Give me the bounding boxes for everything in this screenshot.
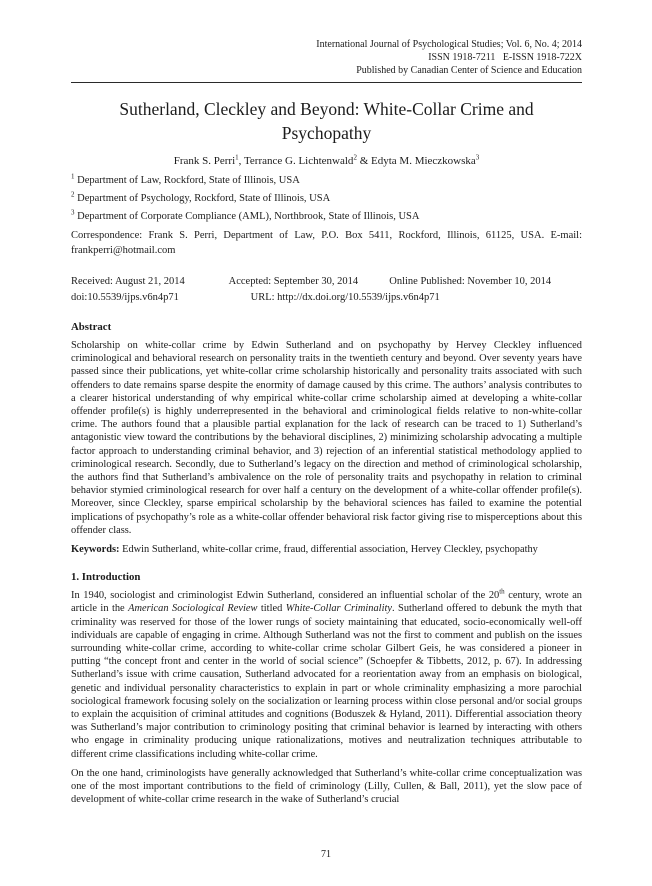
journal-publisher: Published by Canadian Center of Science and Education xyxy=(356,65,582,76)
keywords-text: Edwin Sutherland, white-collar crime, fraud, differential association, Hervey Cleckley, psychopathy xyxy=(122,544,538,556)
author-3-affiliation-mark: 3 xyxy=(475,153,480,162)
introduction-paragraph-2: On the one hand, criminologists have generally acknowledged that Sutherland’s white-collar crime conceptualization was one of the most important contributions to the field of criminology (Lilly, Cullen, & Ball, 2011), yet the slow pace of development of white-collar crime research in the wake of Sutherland’s crucial xyxy=(71,767,582,806)
publication-info xyxy=(71,274,582,306)
introduction-paragraph-1: In 1940, sociologist and criminologist Edwin Sutherland, considered an influential scholar of the 20th century, wrote an article in the American Sociological Review titled White-Collar Criminality. Sutherland offered to debunk the myth that criminality was reserved for those of the lower rungs of society maintaining that educated, socio-economically well-off individuals are capable of engaging in crime. Although Sutherland was not the first to comment and publish on the issues surrounding white-collar crime, according to white-collar crime scholar Gilbert Geis, he was considered a pioneer in putting “the concept front and center in the world of social science” (Schoepfer & Tibbetts, 2012, p. 67). In addressing Sutherland’s issue with crime causation, Sutherland advocated for a reorientation away from an emphasis on biological, genetic and individual personality characteristics to explain in part or whole criminality emphasizing a more parochial sociological framework focusing solely on the socialization or learning process within close personal and/or social groups to explain the acquisition of criminal attitudes and cognitions (Boduszek & Hyland, 2011). Differential association theory was Sutherland’s major contribution to criminology positing that criminal behavior is learned by interacting with others who engage in criminality producing unique rationalizations, motives and neutralization techniques attributable to different crime classifications including white-collar crime. xyxy=(71,587,582,760)
author-2-affiliation-mark: 2 xyxy=(353,153,357,162)
accepted-date: Accepted: September 30, 2014 xyxy=(228,276,359,287)
page-footer xyxy=(0,849,652,860)
page-number: 71 xyxy=(321,849,331,860)
introduction-heading: 1. Introduction xyxy=(71,571,141,584)
affiliation-line-1: $^1$ Department of Law, Rockford, State of Illinois, USA xyxy=(71,172,300,186)
author-2: Terrance G. Lichtenwald xyxy=(243,155,354,167)
article-title-italic: White-Collar Criminality xyxy=(285,603,392,615)
online-published-date: Online Published: November 10, 2014 xyxy=(389,276,552,287)
keywords-line xyxy=(71,543,582,556)
abstract-text: Scholarship on white-collar crime by Edwin Sutherland and on psychopathy by Hervey Cleckley influenced criminological and behavioral research on personality traits in the twentieth century and beyond. Over seventy years have passed since their publications, yet white-collar crime scholarship historically and personality traits associated with such offenders to date remains sparse despite the enormity of damage caused by this crime. The authors’ analysis contributes to a clearer historical understanding of why empirical white-collar crime scholarship aimed at developing a white-collar offender profile(s) is highly underrepresented in the behavioral and criminological fields relative to non-white-collar crime. The authors found that a plausible partial explanation for the lack of research can be traced to 1) Sutherland’s antagonistic view toward the contributions by the behavioral disciplines, 2) minimizing scholarship advocating a multiple factor approach to understanding criminal behavior, and 3) rejection of an inferential statistical methodology applied to criminological research. Secondly, due to Sutherland’s legacy on the direction and method of criminological scholarship, the authors find that Sutherland’s ambivalence on the role of personality traits and psychopathy in relation to criminal behavior stymied criminological research for over half a century on the development of a white-collar offender profile(s). Moreover, since Cleckley, sparse empirical scholarship by the behavioral sciences has failed to examine the potential implications of psychopathy’s role as a white-collar offender behavioral risk factor giving rise to misperceptions about this offender class. xyxy=(71,340,582,536)
received-date: Received: August 21, 2014 xyxy=(71,276,185,287)
introduction-section xyxy=(71,571,582,806)
author-1: Frank S. Perri xyxy=(173,155,236,167)
author-1-affiliation-mark: 1 xyxy=(235,153,239,162)
dates-row xyxy=(71,274,582,290)
author-line: Frank S. Perri$^1$, Terrance G. Lichtenwald$^2$ & Edyta M. Mieczkowska$^3$ xyxy=(173,153,480,167)
keywords-label: Keywords: xyxy=(71,544,123,556)
abstract-heading: Abstract xyxy=(71,321,112,333)
journal-header xyxy=(71,38,582,83)
page-title: Sutherland, Cleckley and Beyond: White-Collar Crime and Psychopathy xyxy=(119,99,534,143)
journal-name-italic: American Sociological Review xyxy=(128,603,258,615)
affiliation-line-2: $^2$ Department of Psychology, Rockford, State of Illinois, USA xyxy=(71,190,331,204)
doi: doi:10.5539/ijps.v6n4p71 xyxy=(71,292,179,303)
doi-url: URL: http://dx.doi.org/10.5539/ijps.v6n4p71 xyxy=(250,292,440,303)
correspondence-line: Correspondence: Frank S. Perri, Department of Law, P.O. Box 5411, Rockford, Illinois, 61125, USA. E-mail: frankperri@hotmail.com xyxy=(71,230,582,256)
journal-name-volume: International Journal of Psychological Studies; Vol. 6, No. 4; 2014 xyxy=(316,39,582,50)
doi-row xyxy=(71,290,582,306)
author-3: Edyta M. Mieczkowska xyxy=(371,155,476,167)
affiliation-line-3: $^3$ Department of Corporate Compliance (AML), Northbrook, State of Illinois, USA xyxy=(71,208,420,222)
affiliations-block xyxy=(71,174,582,258)
abstract-section xyxy=(71,321,582,556)
journal-issn: ISSN 1918-7211 E-ISSN 1918-722X xyxy=(428,52,582,63)
